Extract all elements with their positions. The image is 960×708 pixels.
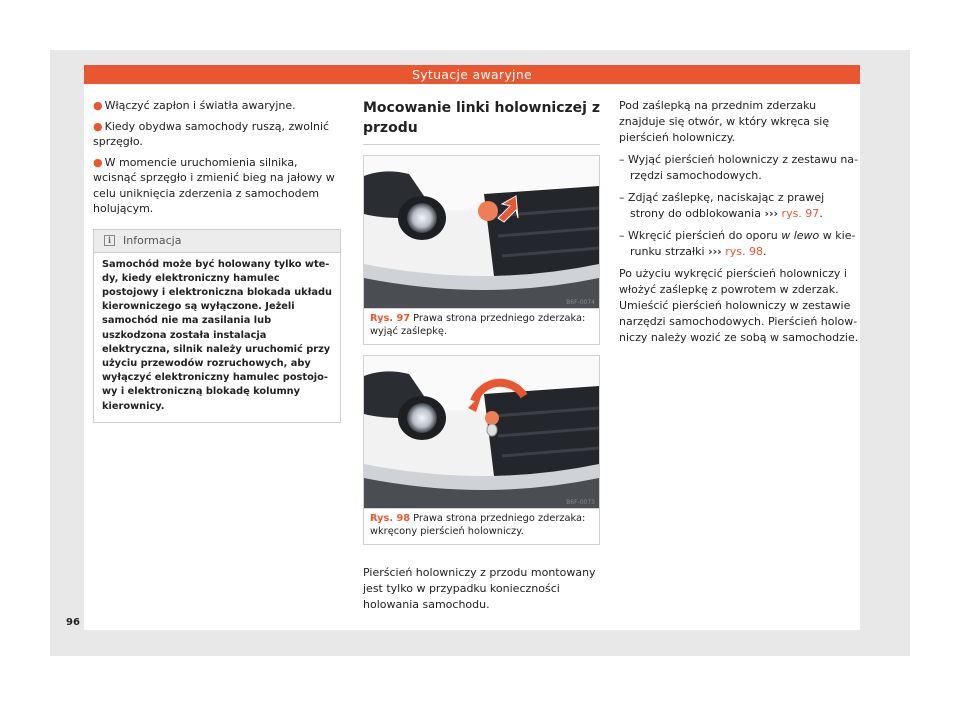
figure-caption: Rys. 98 Prawa strona przedniego zderzaka: wkręcony pierścień holowniczy. [364,508,599,544]
bullet-icon: ● [93,119,103,133]
figure-97 [363,155,600,345]
info-heading: Informacja [123,233,182,247]
section-title: Mocowanie linki holowniczej z przodu [363,98,600,145]
car-bumper-photo [364,156,599,308]
manual-page [84,65,860,630]
list-item: ● W momencie uruchomienia silnika, wcisnąć sprzęgło i zmienić bieg na jałowy w celu uniknięcia zderzenia z samochodem holującym. [93,155,335,215]
middle-column [363,98,600,613]
figure-code: B6F-0073 [566,499,595,506]
bullet-icon: ● [93,155,103,169]
car-bumper-photo [364,356,599,508]
body-paragraph: Pod zaślepką na przednim zderzaku znajduje się otwór, w który wkręca się pierścień holowniczy. [619,99,830,144]
info-text: Samochód może być holowany tylko wtedy, kiedy elektroniczny hamulec postojowy i elektroniczna blokada układu kierowniczego są wyłączone. Jeżeli samochód nie ma zasilania lub uszkodzona została instalacja elektryczna, silnik należy uruchomić przy użyciu przewodów rozruchowych, aby wyłączyć elektroniczny hamulec postojowy i elektroniczną blokadę kolumny kierownicy. [102,258,332,412]
figure-label: Rys. 98 [370,513,411,524]
body-paragraph: Pierścień holowniczy z przodu montowany jest tylko w przypadku konieczności holowania samochodu. [363,566,596,611]
bumper-illustration [364,356,599,508]
figure-reference-link[interactable]: rys. 97 [781,207,820,220]
reference-arrows: ››› [708,245,722,258]
step-item: – Zdjąć zaślepkę, naciskając z prawej strony do odblokowania ››› rys. 97. [619,191,825,220]
step-item: – Wkręcić pierścień do oporu w lewo w kierunku strzałki ››› rys. 98. [619,229,856,258]
body-paragraph: Po użyciu wykręcić pierścień holowniczy i włożyć zaślepkę z powrotem w zderzak. Umieścić pierścień holowniczy w zestawie narzędzi samochodowych. Pierścień holowniczy należy wozić ze sobą w samochodzie. [619,267,859,344]
figure-reference-link[interactable]: rys. 98 [725,245,763,258]
reference-arrows: ››› [764,207,779,220]
figure-code: B6F-0074 [566,299,595,306]
page-number: 96 [66,617,80,628]
left-column [93,98,341,423]
list-item: ● Kiedy obydwa samochody ruszą, zwolnić sprzęgło. [93,119,330,148]
bullet-icon: ● [93,99,103,112]
bumper-illustration [364,156,599,308]
figure-label: Rys. 97 [370,313,411,324]
step-item: – Wyjąć pierścień holowniczy z zestawu narzędzi samochodowych. [619,153,859,182]
figure-caption: Rys. 97 Prawa strona przedniego zderzaka: wyjąć zaślepkę. [364,308,599,344]
info-icon: i [104,235,115,246]
section-header: Sytuacje awaryjne [84,65,860,84]
info-box [93,229,341,423]
list-item: ● Włączyć zapłon i światła awaryjne. [93,99,296,112]
right-column [619,98,859,352]
figure-98 [363,355,600,545]
info-box-header [94,230,340,253]
